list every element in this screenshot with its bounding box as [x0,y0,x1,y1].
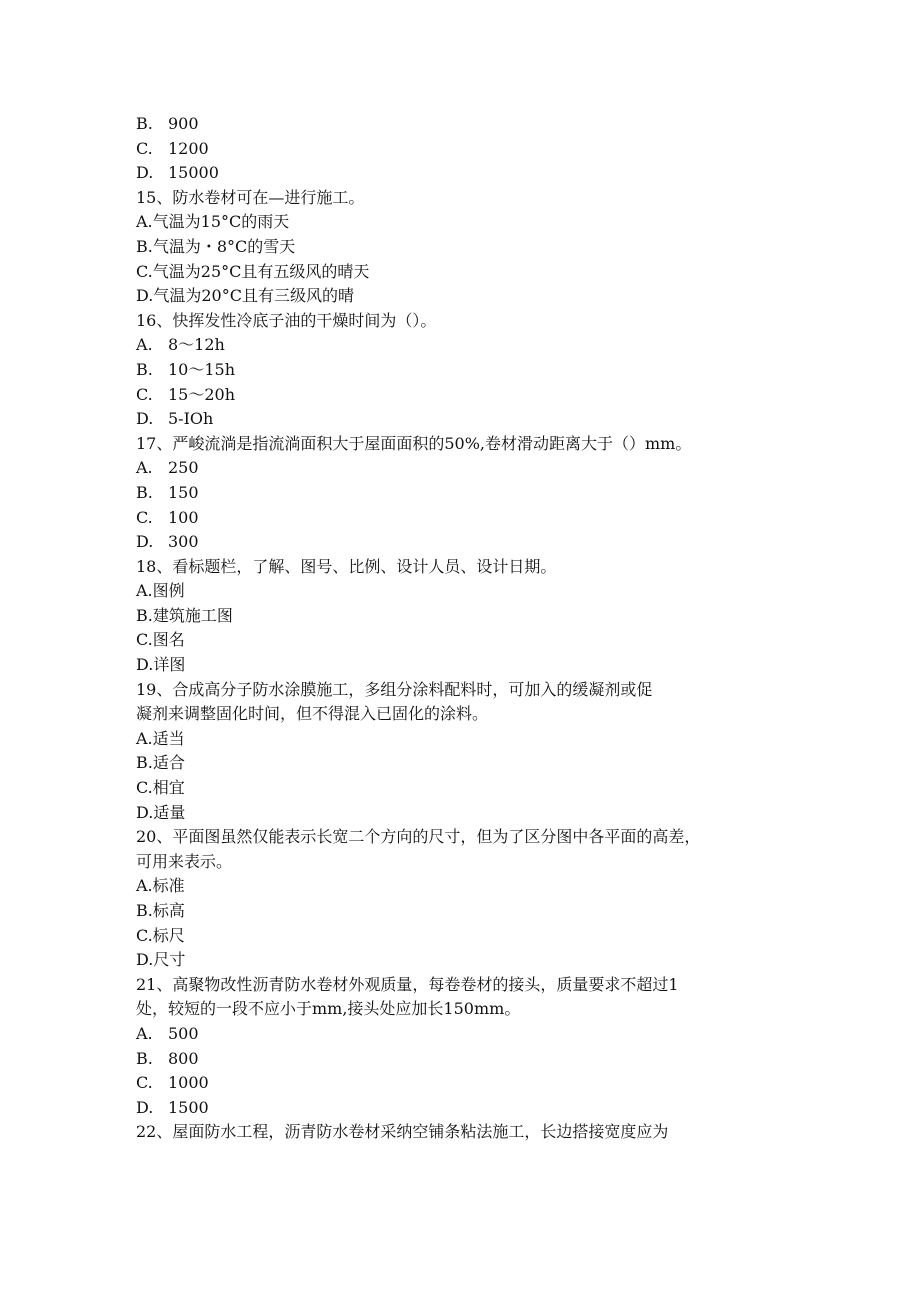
option-text: 250 [168,458,199,478]
option-letter: B. [136,359,153,379]
option-text: 300 [168,532,199,552]
option-letter: A. [136,1023,153,1043]
answer-option [136,1071,796,1096]
answer-option: B.标高 [136,901,185,920]
question-line: 16、快挥发性冷底子油的干燥时间为（）。 [136,310,437,330]
option-letter: C. [136,1073,153,1093]
answer-option [136,137,796,162]
option-text: 900 [168,114,199,133]
question-line: 19、合成高分子防水涂膜施工，多组分涂料配料时，可加入的缓凝剂或促 [136,679,653,699]
option-text: 100 [168,507,199,527]
answer-option [136,407,796,432]
answer-option: D.气温为20°C且有三级风的晴 [136,286,354,306]
option-text: 800 [168,1048,199,1068]
answer-option: D.适量 [136,802,186,822]
option-text: 1200 [168,138,209,158]
question-line: 22、屋面防水工程，沥青防水卷材采纳空铺条粘法施工，长边搭接宽度应为 [136,1122,669,1142]
option-letter: C. [136,138,153,158]
answer-option [136,383,796,408]
answer-option [136,112,796,137]
answer-option: C.气温为25°C且有五级风的晴天 [136,261,370,281]
answer-option: A.标准 [136,876,185,896]
question-line: 17、严峻流淌是指流淌面积大于屋面面积的50%,卷材滑动距离大于（）mm。 [136,433,692,453]
answer-option [136,358,796,383]
answer-option [136,333,796,358]
answer-option: D.详图 [136,655,186,675]
option-letter: B. [136,114,153,133]
answer-option [136,530,796,555]
question-line: 15、防水卷材可在—进行施工。 [136,187,365,207]
option-text: 10～15h [168,359,236,379]
option-letter: B. [136,1048,153,1068]
option-letter: D. [136,532,154,552]
answer-option [136,1096,796,1121]
question-line: 处，较短的一段不应小于mm,接头处应加长150mm。 [136,999,521,1019]
option-text: 500 [168,1023,199,1043]
option-letter: D. [136,1097,154,1117]
answer-option: C.相宜 [136,778,185,798]
answer-option: B.建筑施工图 [136,605,233,625]
answer-option: B.气温为・8°C的雪天 [136,236,296,256]
answer-option: D.尺寸 [136,950,186,970]
question-line: 20、平面图虽然仅能表示长宽二个方向的尺寸，但为了区分图中各平面的高差， [136,827,701,847]
question-line: 21、高聚物改性沥青防水卷材外观质量，每卷卷材的接头，质量要求不超过1 [136,974,679,994]
option-text: 5-IOh [168,409,214,429]
option-letter: A. [136,335,153,355]
question-line: 18、看标题栏，了解、图号、比例、设计人员、设计日期。 [136,556,557,576]
option-letter: D. [136,409,154,429]
answer-option: C.标尺 [136,925,185,945]
question-line: 凝剂来调整固化时间，但不得混入已固化的涂料。 [136,704,489,724]
option-letter: A. [136,458,153,478]
option-text: 1000 [168,1073,209,1093]
option-text: 15000 [168,163,219,183]
option-letter: C. [136,384,153,404]
question-line: 可用来表示。 [136,851,233,871]
answer-option: B.适合 [136,753,185,773]
answer-option [136,1022,796,1047]
answer-option [136,1047,796,1072]
answer-option: A.适当 [136,728,185,748]
option-letter: D. [136,163,154,183]
answer-option [136,161,796,186]
option-text: 150 [168,482,199,502]
answer-option: C.图名 [136,630,185,650]
option-text: 8～12h [168,335,225,355]
answer-option: A.图例 [136,581,185,601]
option-text: 15～20h [168,384,236,404]
option-text: 1500 [168,1097,209,1117]
answer-option [136,481,796,506]
answer-option [136,506,796,531]
document-page [136,112,796,1145]
option-letter: B. [136,482,153,502]
answer-option: A.气温为15°C的雨天 [136,212,290,232]
option-letter: C. [136,507,153,527]
answer-option [136,456,796,481]
